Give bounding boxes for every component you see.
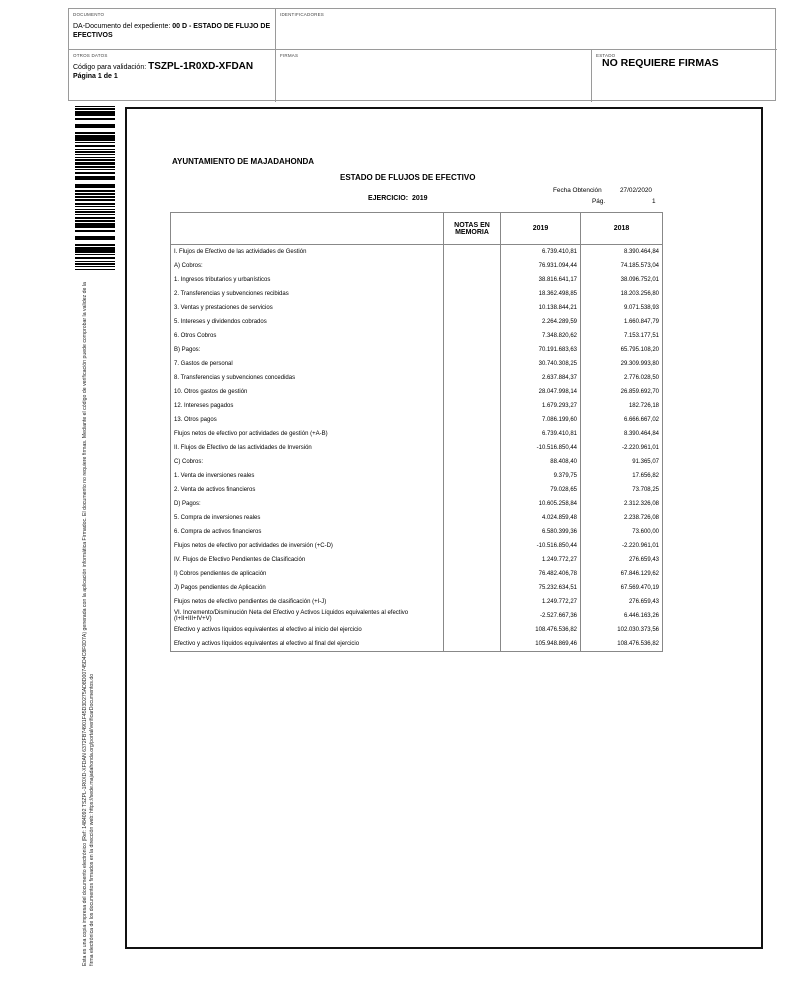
row-notas (444, 343, 501, 357)
identificadores-cell (275, 9, 777, 49)
row-value-2018: 17.656,82 (581, 469, 663, 483)
table-row (171, 245, 663, 260)
table-row (171, 427, 663, 441)
row-label: 5. Intereses y dividendos cobrados (171, 315, 444, 329)
row-notas (444, 581, 501, 595)
table-row (171, 399, 663, 413)
row-value-2018: 6.666.667,02 (581, 413, 663, 427)
row-label: 5. Compra de inversiones reales (171, 511, 444, 525)
row-label: 3. Ventas y prestaciones de servicios (171, 301, 444, 315)
ejercicio (368, 195, 428, 202)
row-label: 6. Otros Cobros (171, 329, 444, 343)
documento-cell (69, 9, 275, 49)
row-label: A) Cobros: (171, 259, 444, 273)
row-notas (444, 637, 501, 652)
row-notas (444, 357, 501, 371)
col-header-2018: 2018 (581, 213, 663, 245)
row-value-2019: 7.348.820,62 (501, 329, 581, 343)
documento-prefix: DA-Documento del expediente: (73, 23, 173, 30)
row-value-2019: 1.249.772,27 (501, 595, 581, 609)
ejercicio-label: EJERCICIO: (368, 195, 409, 202)
row-value-2019: 30.740.308,25 (501, 357, 581, 371)
row-value-2018: 7.153.177,51 (581, 329, 663, 343)
verification-side-text: Esta es una copia impresa del documento electrónico (Ref: 1484092 TSZPL-1R0XD-XFDAN 6372FB74901F45D3D275AD8D00745D4C8F0D7A) generada con la aplicación informática Firmadoc. El documento no requiere firmas. Mediante el código de verificación puede comprobar la validez de la firma electrónica de los documentos firmados en la dirección web: https://sede.majadahonda.org/portal/verificarDocumentos.do (82, 282, 95, 966)
firmas-cell (275, 49, 591, 102)
row-value-2019: 10.138.844,21 (501, 301, 581, 315)
row-value-2019: 2.264.289,59 (501, 315, 581, 329)
row-value-2019: 28.047.998,14 (501, 385, 581, 399)
row-notas (444, 469, 501, 483)
table-row (171, 511, 663, 525)
table-row (171, 609, 663, 623)
table-row (171, 567, 663, 581)
row-value-2018: 65.795.108,20 (581, 343, 663, 357)
row-value-2019: 76.931.094,44 (501, 259, 581, 273)
codigo-label: Código para validación: (73, 64, 149, 71)
row-label: 13. Otros pagos (171, 413, 444, 427)
documento-label: DOCUMENTO (73, 12, 105, 17)
cash-flow-table (170, 212, 663, 652)
row-label: I) Cobros pendientes de aplicación (171, 567, 444, 581)
row-notas (444, 371, 501, 385)
table-row (171, 301, 663, 315)
row-value-2019: 38.816.641,17 (501, 273, 581, 287)
table-row (171, 497, 663, 511)
col-header-notas: NOTAS EN MEMORIA (444, 213, 501, 245)
row-value-2019: 18.362.498,85 (501, 287, 581, 301)
row-notas (444, 245, 501, 260)
table-row (171, 329, 663, 343)
table-row (171, 623, 663, 637)
table-row (171, 357, 663, 371)
documento-name: 00 D - ESTADO DE FLUJO DE EFECTIVOS (73, 23, 271, 39)
row-value-2019: 6.739.410,81 (501, 427, 581, 441)
row-value-2019: 9.379,75 (501, 469, 581, 483)
row-value-2018: 2.776.028,50 (581, 371, 663, 385)
row-value-2018: 8.390.464,84 (581, 427, 663, 441)
row-value-2019: 1.249.772,27 (501, 553, 581, 567)
row-label: J) Pagos pendientes de Aplicación (171, 581, 444, 595)
row-value-2018: -2.220.961,01 (581, 539, 663, 553)
row-value-2019: 75.232.634,51 (501, 581, 581, 595)
report-title: ESTADO DE FLUJOS DE EFECTIVO (340, 173, 476, 182)
row-label: D) Pagos: (171, 497, 444, 511)
col-header-2019: 2019 (501, 213, 581, 245)
row-notas (444, 483, 501, 497)
row-value-2019: 6.580.399,36 (501, 525, 581, 539)
table-body (171, 245, 663, 652)
row-label: I. Flujos de Efectivo de las actividades de Gestión (171, 245, 444, 260)
row-label: 6. Compra de activos financieros (171, 525, 444, 539)
row-label: Flujos netos de efectivo por actividades de inversión (+C-D) (171, 539, 444, 553)
row-notas (444, 539, 501, 553)
table-row (171, 385, 663, 399)
table-row (171, 259, 663, 273)
row-notas (444, 441, 501, 455)
row-notas (444, 399, 501, 413)
table-row (171, 441, 663, 455)
row-notas (444, 427, 501, 441)
row-value-2019: 76.482.406,78 (501, 567, 581, 581)
table-row (171, 525, 663, 539)
row-notas (444, 273, 501, 287)
row-label: 1. Ingresos tributarios y urbanísticos (171, 273, 444, 287)
row-value-2018: 2.238.726,08 (581, 511, 663, 525)
row-value-2019: 6.739.410,81 (501, 245, 581, 260)
document-header (68, 8, 776, 101)
row-notas (444, 623, 501, 637)
row-value-2018: 1.660.847,79 (581, 315, 663, 329)
row-notas (444, 329, 501, 343)
row-label: C) Cobros: (171, 455, 444, 469)
row-value-2018: 67.846.129,62 (581, 567, 663, 581)
otros-datos-label: OTROS DATOS (73, 53, 108, 58)
row-value-2018: 276.659,43 (581, 553, 663, 567)
row-value-2018: 67.569.470,19 (581, 581, 663, 595)
codigo-value: TSZPL-1R0XD-XFDAN (148, 61, 254, 72)
row-value-2019: 1.679.293,27 (501, 399, 581, 413)
row-notas (444, 609, 501, 623)
row-label: VI. Incremento/Disminución Neta del Efectivo y Activos Líquidos equivalentes al efectivo (I+II+III+IV+V) (171, 609, 444, 623)
barcode-bar (75, 270, 115, 271)
row-label: B) Pagos: (171, 343, 444, 357)
row-value-2019: 2.637.884,37 (501, 371, 581, 385)
row-value-2018: 73.600,00 (581, 525, 663, 539)
table-row (171, 637, 663, 652)
row-notas (444, 259, 501, 273)
row-value-2018: 38.096.752,01 (581, 273, 663, 287)
row-value-2019: -2.527.667,36 (501, 609, 581, 623)
row-value-2018: 102.030.373,56 (581, 623, 663, 637)
barcode (75, 106, 115, 271)
row-value-2019: 88.408,40 (501, 455, 581, 469)
row-label: 10. Otros gastos de gestión (171, 385, 444, 399)
row-value-2019: 10.605.258,84 (501, 497, 581, 511)
row-value-2018: 6.446.163,26 (581, 609, 663, 623)
row-value-2019: 105.948.869,46 (501, 637, 581, 652)
row-value-2018: 182.726,18 (581, 399, 663, 413)
row-notas (444, 553, 501, 567)
row-label: Flujos netos de efectivo por actividades de gestión (+A-B) (171, 427, 444, 441)
row-notas (444, 567, 501, 581)
row-label: 1. Venta de inversiones reales (171, 469, 444, 483)
row-label: 2. Venta de activos financieros (171, 483, 444, 497)
organization-name: AYUNTAMIENTO DE MAJADAHONDA (172, 157, 315, 166)
row-notas (444, 301, 501, 315)
fecha-label: Fecha Obtención (553, 187, 602, 194)
row-label: Efectivo y activos líquidos equivalentes al efectivo al final del ejercicio (171, 637, 444, 652)
row-notas (444, 595, 501, 609)
table-row (171, 315, 663, 329)
ejercicio-value: 2019 (411, 195, 428, 202)
row-value-2018: 276.659,43 (581, 595, 663, 609)
row-label: Flujos netos de efectivo pendientes de clasificación (+I-J) (171, 595, 444, 609)
row-value-2018: -2.220.961,01 (581, 441, 663, 455)
row-notas (444, 287, 501, 301)
firmas-label: FIRMAS (280, 53, 299, 58)
row-notas (444, 455, 501, 469)
row-value-2018: 91.365,07 (581, 455, 663, 469)
table-row (171, 553, 663, 567)
table-row (171, 595, 663, 609)
table-row (171, 343, 663, 357)
pagina-indicator: Página 1 de 1 (73, 73, 118, 80)
row-label: Efectivo y activos líquidos equivalentes al efectivo al inicio del ejercicio (171, 623, 444, 637)
row-value-2018: 8.390.464,84 (581, 245, 663, 260)
fecha-value: 27/02/2020 (620, 187, 652, 194)
row-label: 7. Gastos de personal (171, 357, 444, 371)
row-label: 8. Transferencias y subvenciones concedidas (171, 371, 444, 385)
row-notas (444, 413, 501, 427)
table-row (171, 469, 663, 483)
estado-value: NO REQUIERE FIRMAS (602, 57, 719, 69)
row-label: IV. Flujos de Efectivo Pendientes de Clasificación (171, 553, 444, 567)
table-row (171, 413, 663, 427)
row-value-2018: 9.071.538,93 (581, 301, 663, 315)
row-value-2019: 4.024.859,48 (501, 511, 581, 525)
row-value-2018: 73.708,25 (581, 483, 663, 497)
row-value-2019: -10.516.850,44 (501, 539, 581, 553)
row-value-2018: 74.185.573,04 (581, 259, 663, 273)
row-value-2018: 29.309.993,80 (581, 357, 663, 371)
row-notas (444, 511, 501, 525)
row-notas (444, 385, 501, 399)
row-notas (444, 525, 501, 539)
identificadores-label: IDENTIFICADORES (280, 12, 325, 17)
row-value-2018: 26.859.692,70 (581, 385, 663, 399)
table-row (171, 287, 663, 301)
table-row (171, 581, 663, 595)
row-notas (444, 315, 501, 329)
codigo-validacion (73, 62, 271, 72)
row-value-2019: 7.086.199,60 (501, 413, 581, 427)
pag-label: Pág. (592, 198, 606, 205)
documento-description (73, 22, 271, 40)
row-notas (444, 497, 501, 511)
estado-label: ESTADO (596, 53, 616, 58)
estado-cell (591, 49, 777, 102)
row-value-2018: 18.203.256,80 (581, 287, 663, 301)
col-header-concepto (171, 213, 444, 245)
row-value-2019: 108.476.536,82 (501, 623, 581, 637)
table-header-row (171, 213, 663, 245)
row-value-2019: 79.028,65 (501, 483, 581, 497)
row-value-2018: 108.476.536,82 (581, 637, 663, 652)
table-row (171, 455, 663, 469)
table-row (171, 371, 663, 385)
row-value-2018: 2.312.326,08 (581, 497, 663, 511)
table-row (171, 539, 663, 553)
table-row (171, 273, 663, 287)
row-label: 12. Intereses pagados (171, 399, 444, 413)
pag-value: 1 (652, 198, 656, 205)
row-value-2019: 70.191.683,63 (501, 343, 581, 357)
otros-datos-cell (69, 49, 275, 102)
row-value-2019: -10.516.850,44 (501, 441, 581, 455)
row-label: 2. Transferencias y subvenciones recibidas (171, 287, 444, 301)
table-row (171, 483, 663, 497)
row-label: II. Flujos de Efectivo de las actividades de Inversión (171, 441, 444, 455)
